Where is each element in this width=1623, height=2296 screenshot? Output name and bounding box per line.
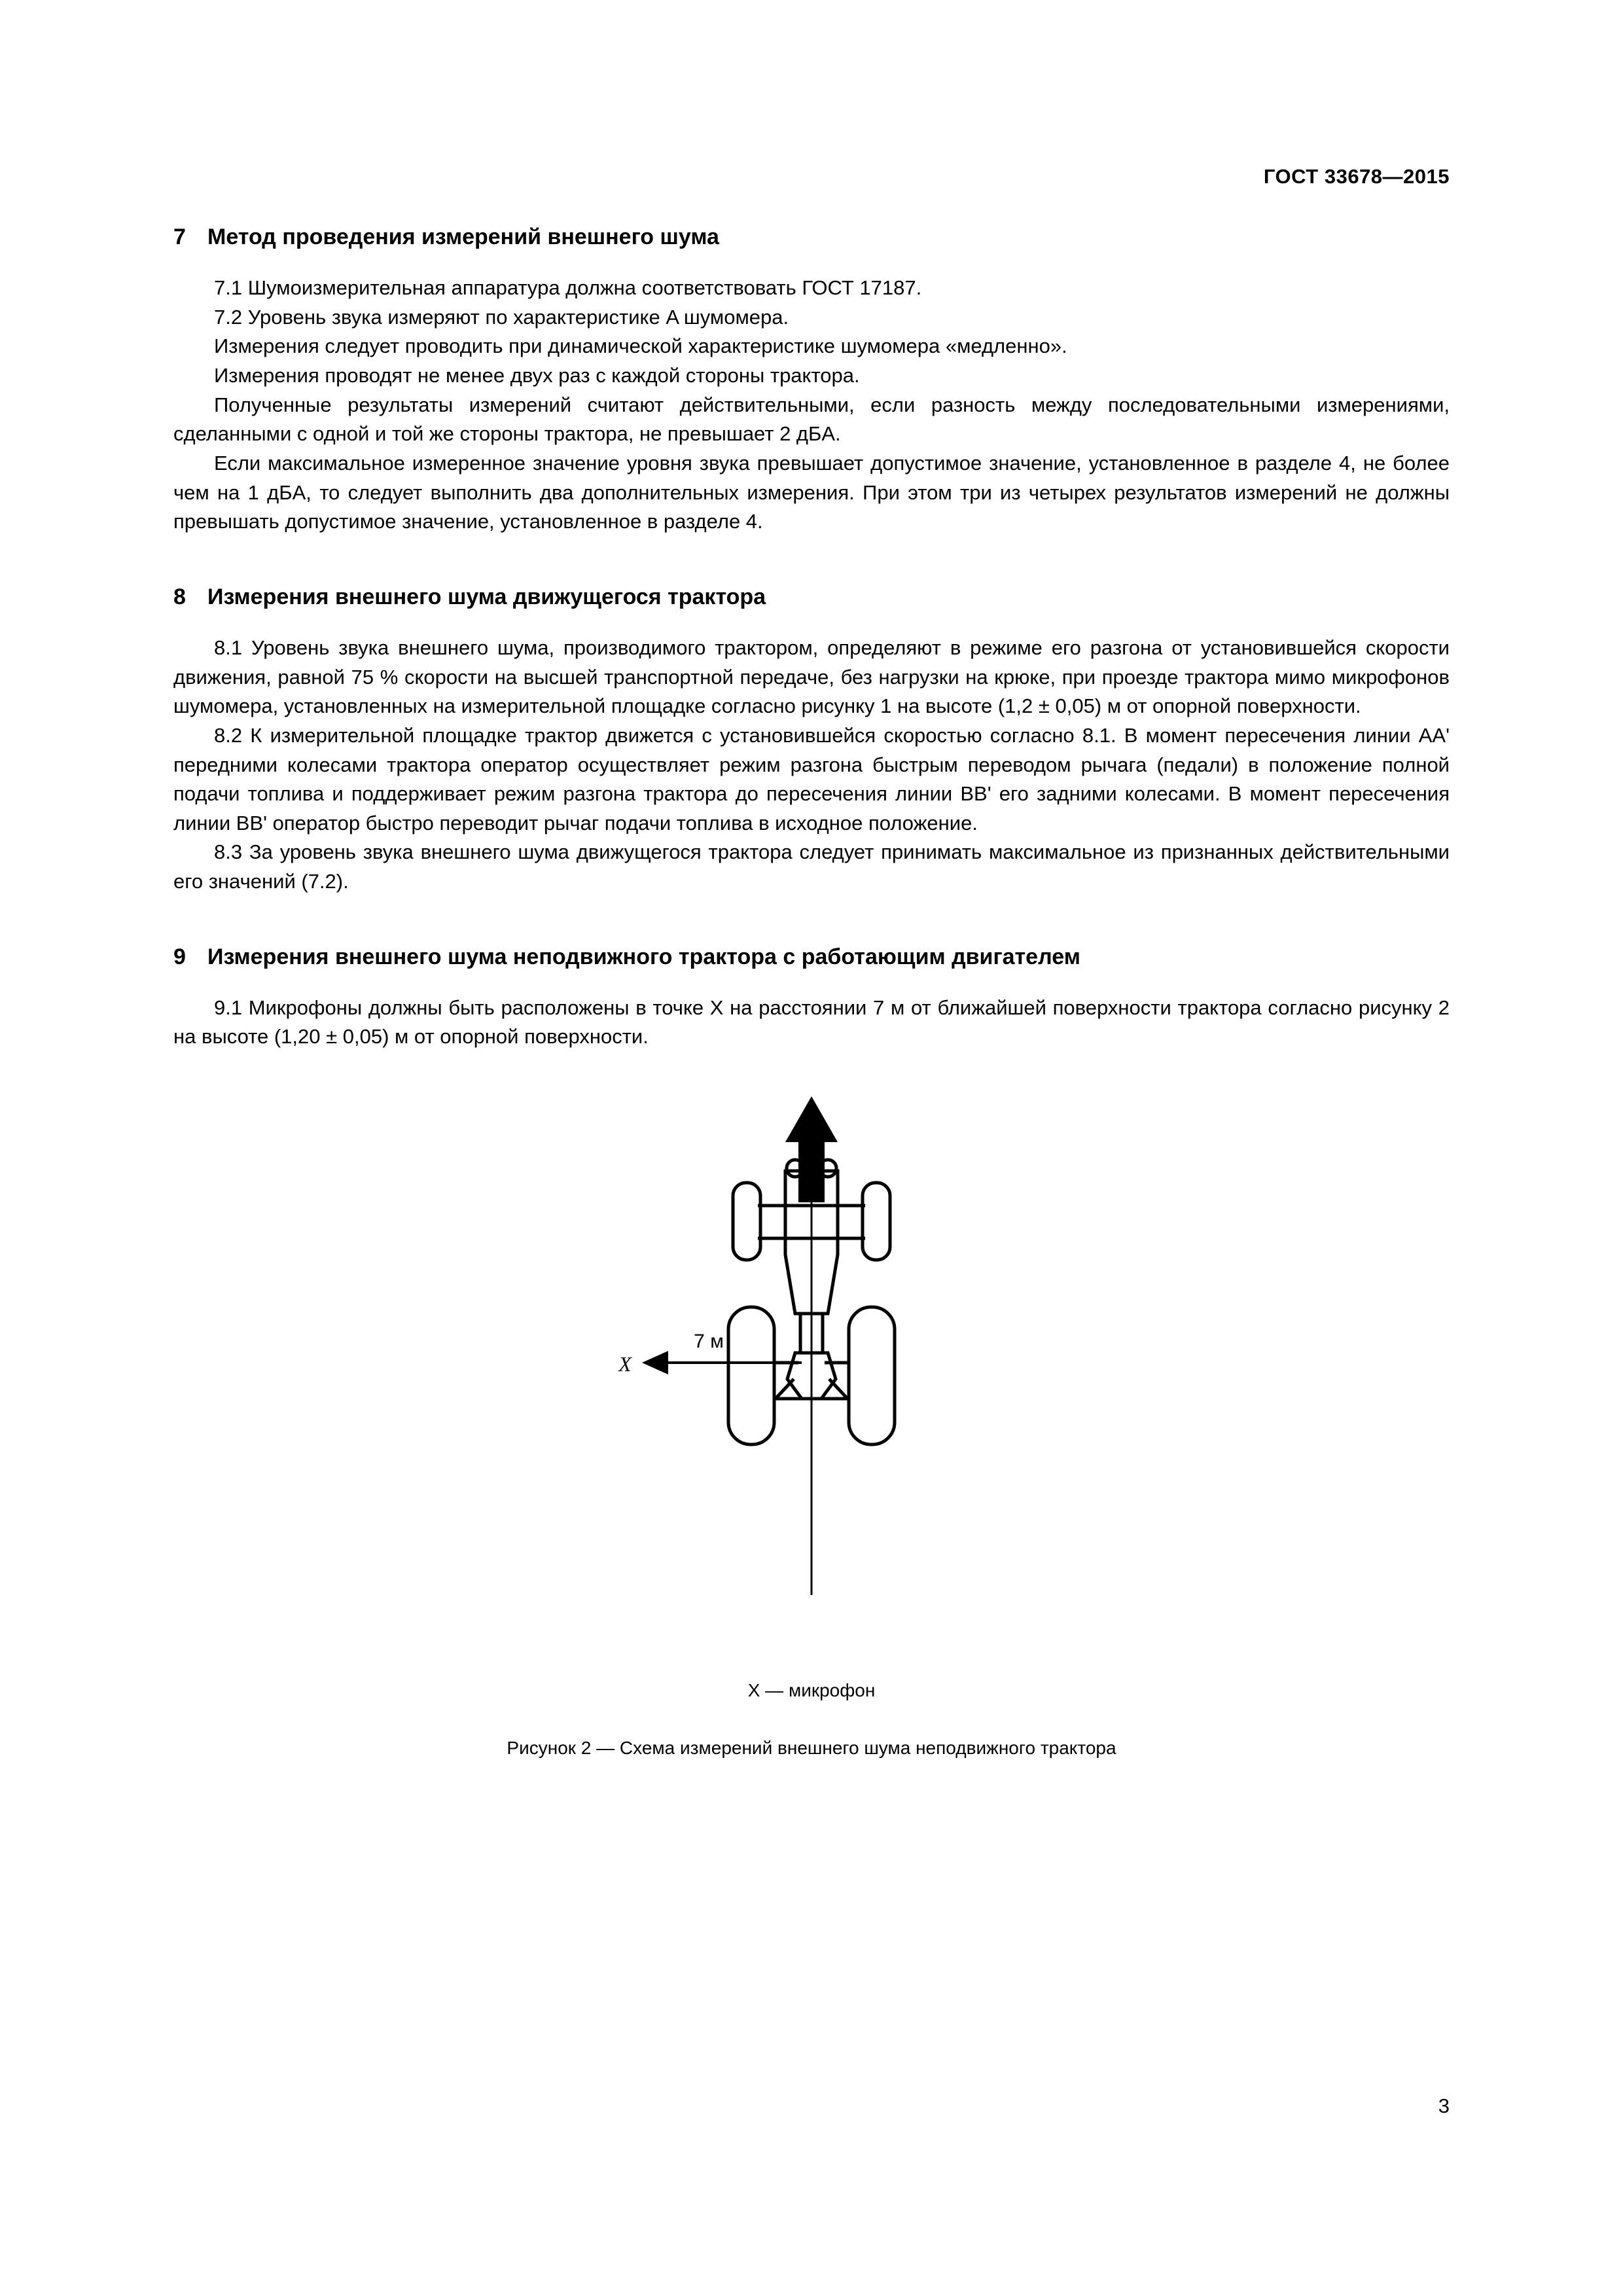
figure-caption: Рисунок 2 — Схема измерений внешнего шума неподвижного трактора	[507, 1738, 1116, 1759]
figure-2	[173, 1091, 1450, 1667]
paragraph-8-1: 8.1 Уровень звука внешнего шума, производимого трактором, определяют в режиме его разгона от установившейся скорости движения, равной 75 % скорости на высшей транспортной передаче, без нагрузки на крюке, при проезде трактора мимо микрофонов шумомера, установленных на измерительной площадке согласно рисунку 1 на высоте (1,2 ± 0,05) м от опорной поверхности.	[173, 636, 1450, 718]
section-heading-7	[173, 223, 1450, 251]
paragraph-7-1: 7.1 Шумоизмерительная аппаратура должна соответствовать ГОСТ 17187.	[214, 276, 922, 300]
paragraph-7-results: Полученные результаты измерений считают действительными, если разность между последовательными измерениями, сделанными с одной и той же стороны трактора, не превышает 2 дБA.	[173, 393, 1450, 446]
document-body	[173, 223, 1450, 1759]
paragraph-7-2b: Измерения проводят не менее двух раз с каждой стороны трактора.	[214, 364, 860, 387]
section-number-7: 7	[173, 224, 186, 249]
paragraph-7-excess: Если максимальное измеренное значение уровня звука превышает допустимое значение, установленное в разделе 4, не более чем на 1 дБA, то следует выполнить два дополнительных измерения. При этом три из четырех результатов измерений не должны превышать допустимое значение, установленное в разделе 4.	[173, 451, 1450, 533]
page-header-standard-number: ГОСТ 33678—2015	[1263, 165, 1450, 188]
section-title-8: Измерения внешнего шума движущегося трактора	[207, 584, 766, 609]
section-heading-9	[173, 942, 1450, 971]
paragraph-8-2: 8.2 К измерительной площадке трактор движется с установившейся скоростью согласно 8.1. В момент пересечения линии AA' передними колесами трактора оператор осуществляет режим разгона быстрым переводом рычага (педали) в положение полной подачи топлива и поддерживает режим разгона трактора до пересечения линии BB' его задними колесами. В момент пересечения линии BB' оператор быстро переводит рычаг подачи топлива в исходное положение.	[173, 723, 1450, 834]
section-7-content	[173, 274, 1450, 537]
section-8-content	[173, 634, 1450, 897]
distance-label: 7 м	[694, 1331, 724, 1353]
section-title-7: Метод проведения измерений внешнего шума	[207, 224, 719, 249]
paragraph-7-2: 7.2 Уровень звука измеряют по характеристике A шумомера.	[214, 305, 789, 329]
wheel-front-left	[733, 1183, 760, 1260]
measurement-arrow-head	[642, 1351, 668, 1374]
paragraph-9-1: 9.1 Микрофоны должны быть расположены в точке X на расстоянии 7 м от ближайшей поверхности трактора согласно рисунку 2 на высоте (1,20 ± 0,05) м от опорной поверхности.	[173, 996, 1450, 1049]
figure-legend: X — микрофон	[747, 1680, 876, 1701]
section-number-8: 8	[173, 584, 186, 609]
page-number: 3	[1438, 2094, 1450, 2117]
section-9-content	[173, 994, 1450, 1052]
spacer-8-9	[173, 897, 1450, 942]
spacer-7-8	[173, 537, 1450, 583]
figure-2-drawing	[173, 1091, 1450, 1667]
section-number-9: 9	[173, 944, 186, 969]
rear-bar-left	[776, 1379, 794, 1399]
paragraph-8-3: 8.3 За уровень звука внешнего шума движущегося трактора следует принимать максимальное из признанных действительными его значений (7.2).	[173, 840, 1450, 893]
microphone-point-label: X	[618, 1352, 632, 1376]
rear-bar-right	[829, 1379, 847, 1399]
direction-arrow-icon	[785, 1096, 838, 1202]
wheel-rear-right	[849, 1307, 895, 1444]
section-title-9: Измерения внешнего шума неподвижного трактора с работающим двигателем	[207, 944, 1080, 969]
wheel-front-right	[863, 1183, 890, 1260]
section-heading-8	[173, 583, 1450, 611]
paragraph-7-2a: Измерения следует проводить при динамической характеристике шумомера «медленно».	[214, 334, 1067, 358]
wheel-rear-left	[728, 1307, 774, 1444]
